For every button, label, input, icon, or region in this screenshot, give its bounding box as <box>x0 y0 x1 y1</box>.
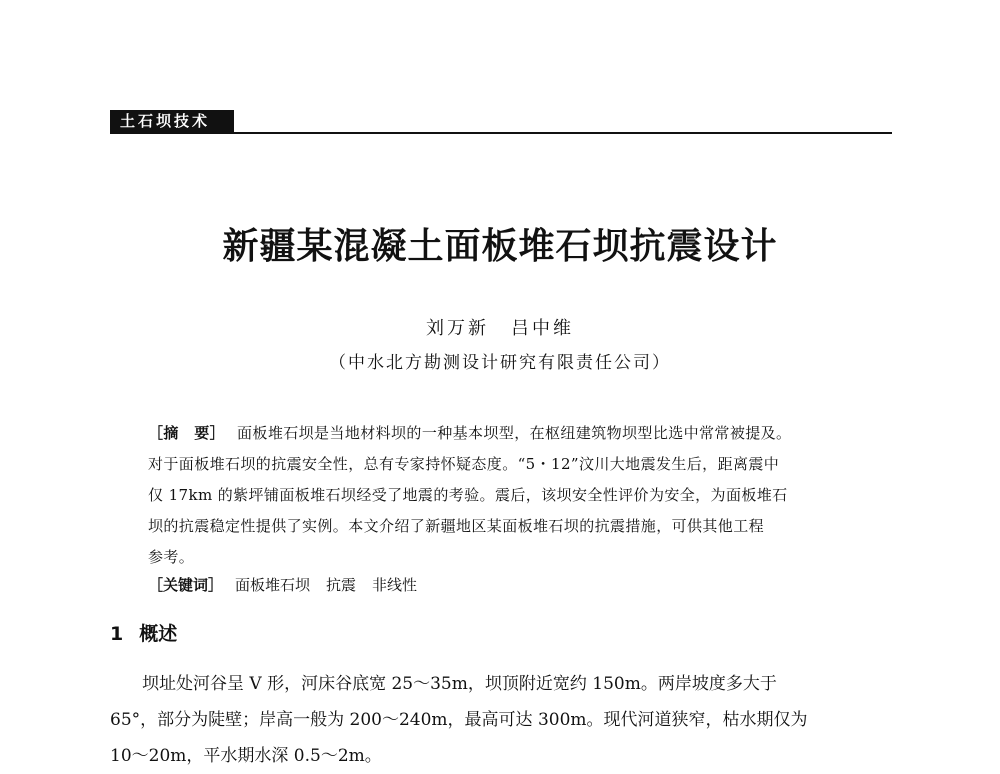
author-name: 刘万新 <box>426 318 489 339</box>
body-line: 65°，部分为陡壁；岸高一般为 200～240m，最高可达 300m。现代河道狭窄，枯水期仅为 <box>110 710 808 730</box>
abstract-line: 坝的抗震稳定性提供了实例。本文介绍了新疆地区某面板堆石坝的抗震措施，可供其他工程 <box>148 517 765 535</box>
section-body <box>110 666 892 774</box>
keyword: 面板堆石坝 <box>235 576 311 594</box>
keywords-label: ［关键词］ <box>148 576 224 594</box>
body-line: 10～20m，平水期水深 0.5～2m。 <box>110 746 382 766</box>
abstract-text: 面板堆石坝是当地材料坝的一种基本坝型，在枢纽建筑物坝型比选中常常被提及。 <box>237 424 792 442</box>
section-tag: 土石坝技术 <box>110 110 234 132</box>
section-header <box>110 110 892 134</box>
section-number: 1 <box>110 623 124 645</box>
abstract-line: 参考。 <box>148 548 195 566</box>
keyword: 非线性 <box>372 576 418 594</box>
keyword: 抗震 <box>326 576 357 594</box>
abstract <box>148 418 864 573</box>
section-title: 概述 <box>139 623 178 645</box>
body-line: 坝址处河谷呈 V 形，河床谷底宽 25～35m，坝顶附近宽约 150m。两岸坡度多大于 <box>142 674 777 694</box>
abstract-line <box>148 418 864 449</box>
abstract-line: 对于面板堆石坝的抗震安全性，总有专家持怀疑态度。“5・12”汶川大地震发生后，距离震中 <box>148 455 780 473</box>
abstract-label: ［摘 要］ <box>148 424 226 442</box>
affiliation: （中水北方勘测设计研究有限责任公司） <box>329 353 671 373</box>
abstract-line: 仅 17km 的紫坪铺面板堆石坝经受了地震的考验。震后，该坝安全性评价为安全，为面板堆石 <box>148 486 788 504</box>
authors <box>0 316 1000 342</box>
author-name: 吕中维 <box>511 318 574 339</box>
paper-title: 新疆某混凝土面板堆石坝抗震设计 <box>222 225 778 267</box>
section-heading <box>110 620 177 648</box>
keywords <box>148 571 864 599</box>
